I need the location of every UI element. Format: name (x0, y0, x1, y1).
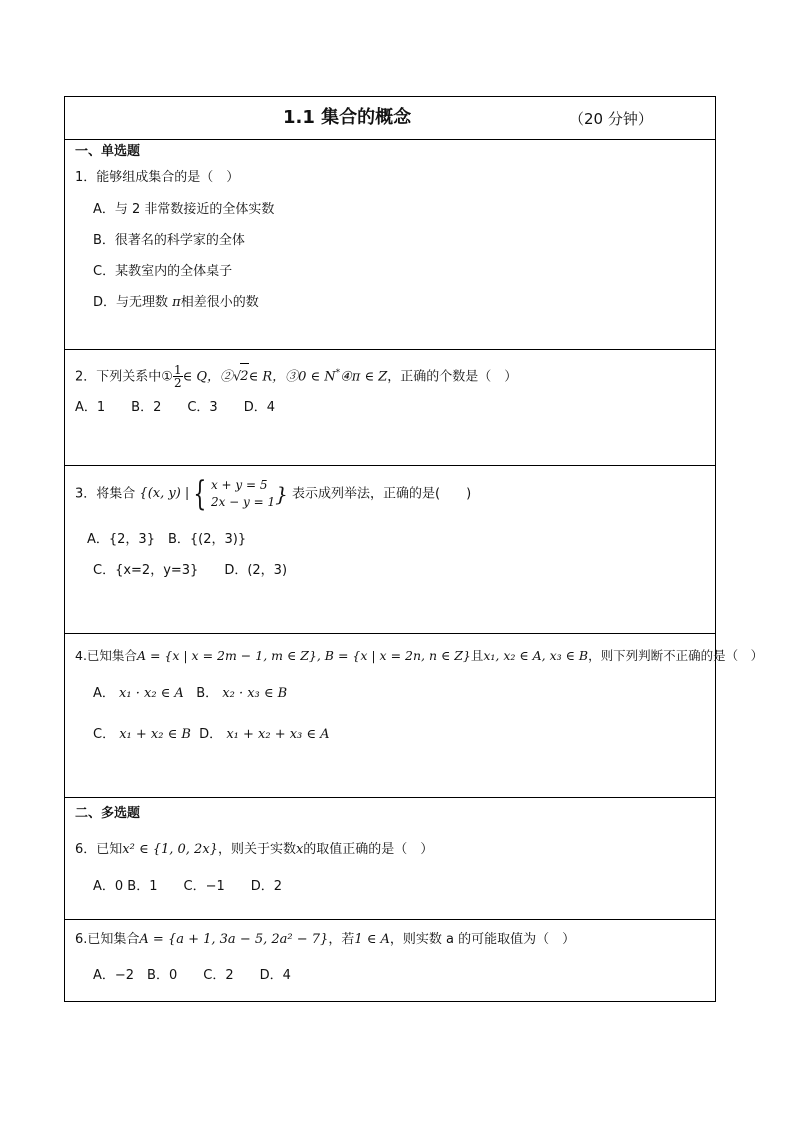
stem-prefix: 2．下列关系中① (75, 369, 173, 385)
left-brace-icon: { (193, 474, 207, 514)
membership-condition: x² ∈ {1, 0, 2x} (122, 842, 218, 857)
stem-suffix: 的取值正确的是（ ） (303, 842, 434, 857)
header-row (65, 97, 715, 139)
relation-1: ∈ Q，② (182, 369, 233, 385)
option-c-label: C． (93, 727, 116, 742)
membership-conditions: x₁, x₂ ∈ A, x₃ ∈ B (483, 648, 589, 663)
question-1-option-a: A．与 2 非常数接近的全体实数 (93, 202, 275, 217)
sqrt-symbol: √ (233, 369, 242, 385)
numerator: 1 (173, 363, 182, 378)
stem-prefix: 6．已知 (75, 842, 123, 857)
membership-condition: 1 ∈ A (354, 932, 390, 947)
question-4-stem (75, 648, 763, 664)
option-a-math: x₁ · x₂ ∈ A (119, 686, 184, 701)
stem-prefix: 3．将集合 (75, 486, 136, 502)
option-d-label: D． (199, 727, 223, 742)
equation-1: x + y = 5 (210, 478, 268, 492)
question-6a-stem (75, 842, 433, 858)
fraction-one-half (173, 364, 183, 389)
stem-conjunction: 且 (470, 648, 484, 663)
equation-system (211, 477, 275, 511)
question-3-cell (65, 465, 715, 633)
sqrt-argument: 2 (240, 363, 248, 390)
question-1-option-d (93, 295, 259, 311)
question-1-cell (65, 139, 715, 349)
option-b-math: x₂ · x₃ ∈ B (222, 686, 288, 701)
equation-2: 2x − y = 1 (210, 495, 276, 509)
option-d-text: D．与无理数 (93, 295, 169, 310)
question-2-options: A．1 B．2 C．3 D．4 (75, 400, 275, 415)
question-6b-options: A．−2 B．0 C．2 D．4 (93, 968, 291, 983)
question-4-options-ab (93, 686, 287, 702)
pi-symbol: π (172, 295, 181, 310)
question-1-option-c: C．某教室内的全体桌子 (93, 264, 233, 279)
set-builder-close: } (275, 482, 288, 506)
question-3-options-ab: A．{2，3} B．{(2，3)} (87, 532, 247, 547)
set-definitions: A = {x | x = 2m − 1, m ∈ Z}, B = {x | x = 2n, n ∈ Z} (136, 648, 471, 663)
question-2-stem (75, 360, 517, 390)
question-6b-stem (75, 932, 575, 948)
stem-prefix: 4.已知集合 (75, 648, 137, 663)
question-3-options-cd: C．{x=2，y=3} D．(2，3) (93, 563, 288, 578)
superscript-star: * (335, 368, 341, 378)
question-6a-cell (65, 797, 715, 919)
option-a-label: A． (93, 686, 115, 701)
duration-label: （20 分钟） (569, 110, 653, 128)
stem-suffix: 表示成列举法，正确的是( ) (292, 486, 472, 502)
option-b-label: B． (196, 686, 219, 701)
stem-suffix: ，则下列判断不正确的是（ ） (588, 648, 764, 663)
option-d-suffix: 相差很小的数 (180, 295, 259, 310)
question-1-option-b: B．很著名的科学家的全体 (93, 233, 245, 248)
option-d-math: x₁ + x₂ + x₃ ∈ A (226, 727, 330, 742)
set-definition: A = {a + 1, 3a − 5, 2a² − 7} (139, 932, 329, 947)
question-3-stem (75, 474, 471, 515)
denominator: 2 (173, 376, 182, 391)
option-c-math: x₁ + x₂ ∈ B (119, 727, 191, 742)
section-heading-multi-choice: 二、多选题 (75, 806, 141, 821)
stem-prefix: 6.已知集合 (75, 932, 140, 947)
question-6a-options: A．0 B．1 C．−1 D．2 (93, 879, 283, 894)
variable-x: x (295, 842, 304, 857)
stem-middle: ，则关于实数 (217, 842, 296, 857)
question-4-cell (65, 633, 764, 797)
section-heading-single-choice: 一、单选题 (75, 144, 141, 159)
stem-suffix: ，正确的个数是（ ） (387, 369, 518, 385)
page-title: 1.1 集合的概念 (283, 107, 412, 128)
relation-2: ∈ R，③0 ∈ N (248, 369, 336, 385)
question-4-options-cd (93, 727, 330, 743)
stem-suffix: ，则实数 a 的可能取值为（ ） (389, 932, 576, 947)
worksheet-table (64, 96, 764, 1002)
set-builder-open: {(x, y) | (139, 486, 190, 501)
question-2-cell (65, 349, 715, 465)
question-1-stem: 1．能够组成集合的是（ ） (75, 170, 240, 185)
relation-4: ④π ∈ Z (340, 369, 388, 385)
question-6b-cell (65, 919, 715, 1001)
stem-middle: ，若 (328, 932, 355, 947)
